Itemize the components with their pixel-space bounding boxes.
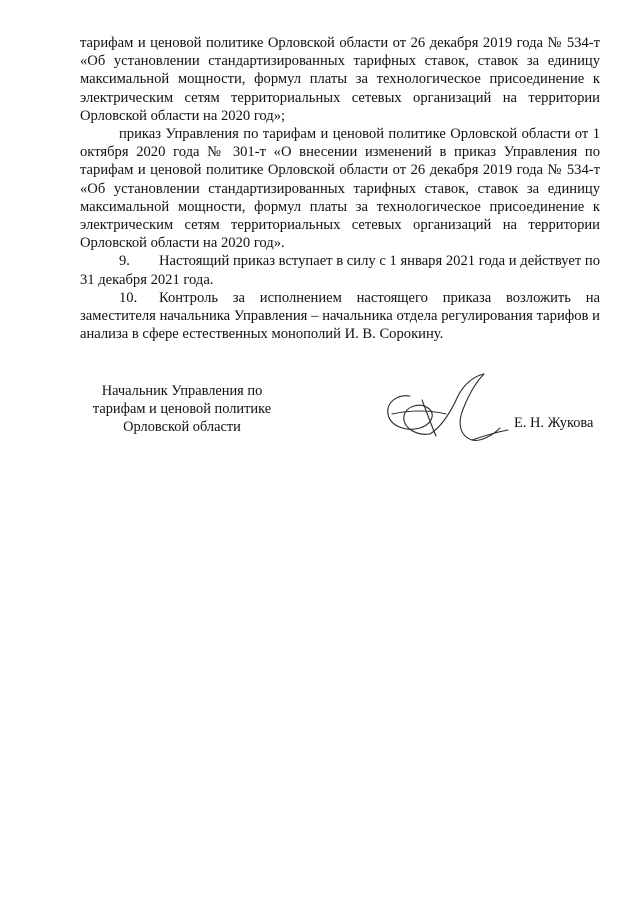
position-line: тарифам и ценовой политике bbox=[92, 400, 272, 417]
position-line: Орловской области bbox=[123, 418, 241, 435]
paragraph-text: Контроль за исполнением настоящего приказа возложить на заместителя начальника Управления – начальника отдела регулирования тарифов и анализа в сфере естественных монополий И. В. Сорокину. bbox=[80, 289, 600, 343]
paragraph-item-9 bbox=[80, 252, 600, 288]
paragraph-text: Настоящий приказ вступает в силу с 1 января 2021 года и действует по 31 декабря 2021 года. bbox=[80, 253, 600, 288]
item-number: 9. bbox=[119, 253, 130, 270]
handwritten-signature bbox=[380, 370, 510, 450]
paragraph-text: приказ Управления по тарифам и ценовой политике Орловской области от 1 октября 2020 года № 301-т «О внесении изменений в приказ Управления по тарифам и ценовой политике Орловской области от 26 декабря 2019 года № 534-т «Об установлении стандартизированных тарифных ставок, ставок за единицу максимальной мощности, формул платы за технологическое присоединение к электрическим сетям территориальных сетевых организаций на территории Орловской области на 2020 год». bbox=[80, 126, 600, 252]
position-line: Начальник Управления по bbox=[101, 383, 263, 399]
paragraph-item-10 bbox=[80, 289, 600, 344]
signatory-position bbox=[82, 383, 282, 436]
signatory-name: Е. Н. Жукова bbox=[514, 415, 594, 431]
paragraph-order-534t bbox=[80, 34, 600, 125]
item-number: 10. bbox=[119, 289, 138, 306]
paragraph-text: тарифам и ценовой политике Орловской области от 26 декабря 2019 года № 534-т «Об установлении стандартизированных тарифных ставок, ставок за единицу максимальной мощности, формул платы за технологическое присоединение к электрическим сетям территориальных сетевых организаций на территории Орловской области на 2020 год»; bbox=[80, 35, 600, 124]
paragraph-order-301t bbox=[80, 125, 600, 252]
document-body bbox=[80, 34, 600, 343]
